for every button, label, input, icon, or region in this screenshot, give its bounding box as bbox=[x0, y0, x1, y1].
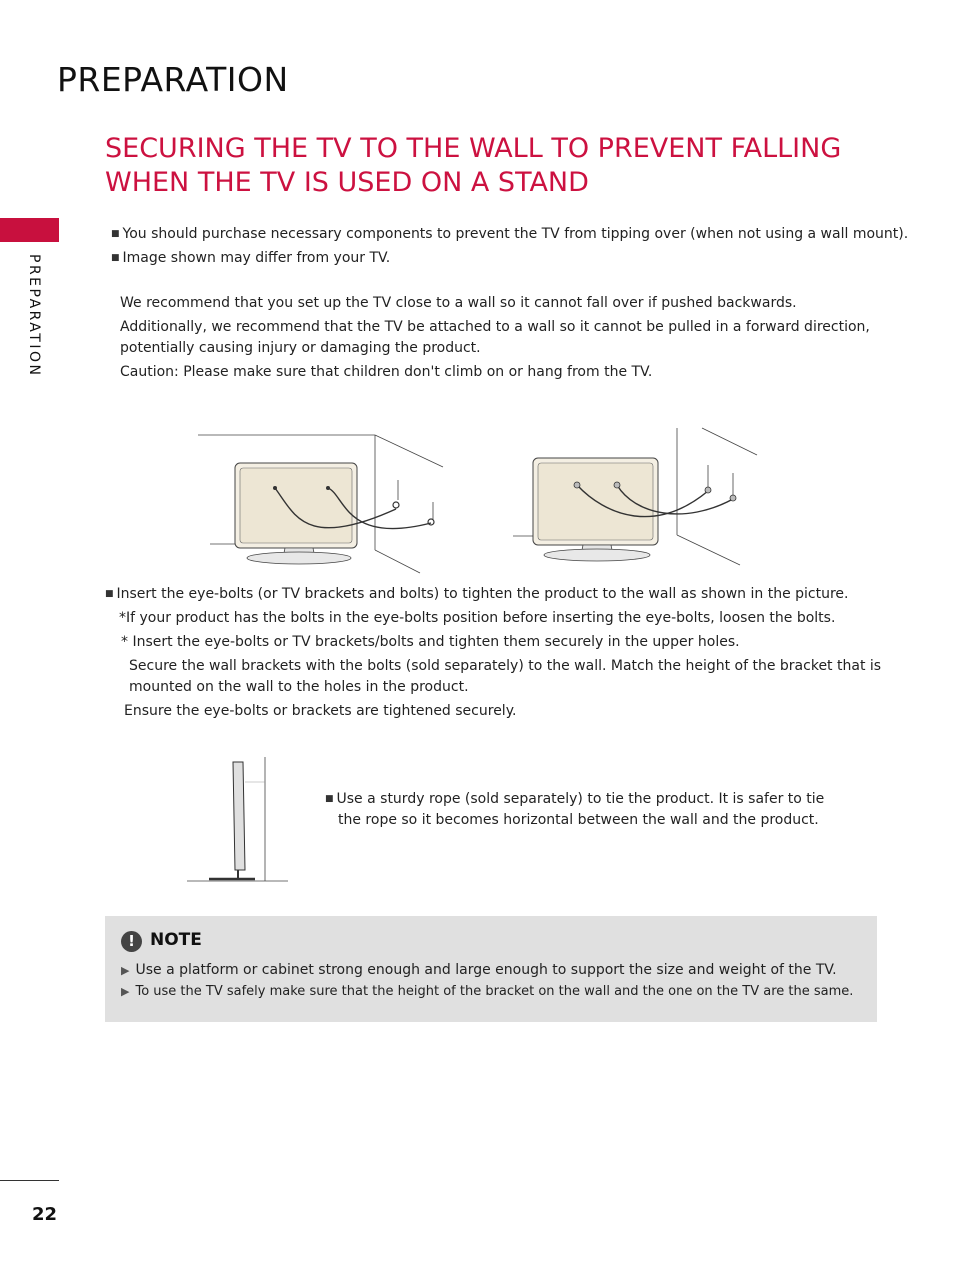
instruction-ensure: Ensure the eye-bolts or brackets are tightened securely. bbox=[124, 703, 517, 719]
instruction-secure-line: Secure the wall brackets with the bolts (sold separately) to the wall. Match the height of the bracket that is bbox=[129, 658, 882, 674]
title-line-1: SECURING THE TV TO THE WALL TO PREVENT FALLING bbox=[105, 133, 842, 164]
tv-wall-bracket-illustration-2 bbox=[505, 425, 765, 575]
caution-line: Caution: Please make sure that children don't climb on or hang from the TV. bbox=[120, 364, 653, 380]
rope-instruction: the rope so it becomes horizontal between the wall and the product. bbox=[338, 812, 819, 828]
recommendation-line: Additionally, we recommend that the TV be attached to a wall so it cannot be pulled in a forward direction, bbox=[120, 319, 870, 335]
bullet-square-icon: ■ bbox=[111, 253, 120, 263]
intro-bullet: ■ Image shown may differ from your TV. bbox=[111, 250, 391, 266]
recommendation-line: potentially causing injury or damaging the product. bbox=[120, 340, 481, 356]
exclamation-icon: ! bbox=[121, 931, 142, 952]
footer-rule bbox=[0, 1180, 59, 1181]
page-number: 22 bbox=[32, 1204, 58, 1225]
bullet-square-icon: ■ bbox=[111, 229, 120, 239]
recommendation-line: We recommend that you set up the TV close to a wall so it cannot fall over if pushed backwards. bbox=[120, 295, 797, 311]
bullet-square-icon: ■ bbox=[325, 794, 334, 804]
arrow-right-icon: ▶ bbox=[121, 985, 130, 998]
title-line-2: WHEN THE TV IS USED ON A STAND bbox=[105, 167, 589, 198]
instruction-note: *If your product has the bolts in the eye-bolts position before inserting the eye-bolts, loosen the bolts. bbox=[119, 610, 836, 626]
note-item: ▶ To use the TV safely make sure that the height of the bracket on the wall and the one on the TV are the same. bbox=[121, 984, 854, 999]
instruction-main: ■ Insert the eye-bolts (or TV brackets and bolts) to tighten the product to the wall as shown in the picture. bbox=[105, 586, 849, 602]
side-section-label: PREPARATION bbox=[26, 254, 42, 378]
rope-instruction: ■ Use a sturdy rope (sold separately) to tie the product. It is safer to tie bbox=[325, 791, 825, 807]
instruction-secure-line: mounted on the wall to the holes in the product. bbox=[129, 679, 469, 695]
note-heading: NOTE bbox=[150, 930, 202, 950]
tv-side-view-rope-illustration bbox=[185, 752, 295, 888]
instruction-note: * Insert the eye-bolts or TV brackets/bolts and tighten them securely in the upper holes. bbox=[121, 634, 740, 650]
page-header: PREPARATION bbox=[57, 60, 289, 99]
page-title bbox=[105, 132, 865, 200]
intro-bullet: ■ You should purchase necessary components to prevent the TV from tipping over (when not using a wall mount). bbox=[111, 226, 909, 242]
note-item: ▶ Use a platform or cabinet strong enough and large enough to support the size and weight of the TV. bbox=[121, 962, 837, 978]
arrow-right-icon: ▶ bbox=[121, 964, 130, 977]
bullet-square-icon: ■ bbox=[105, 589, 114, 599]
tv-wall-eyebolt-illustration-1 bbox=[195, 425, 455, 575]
side-tab bbox=[0, 218, 59, 242]
